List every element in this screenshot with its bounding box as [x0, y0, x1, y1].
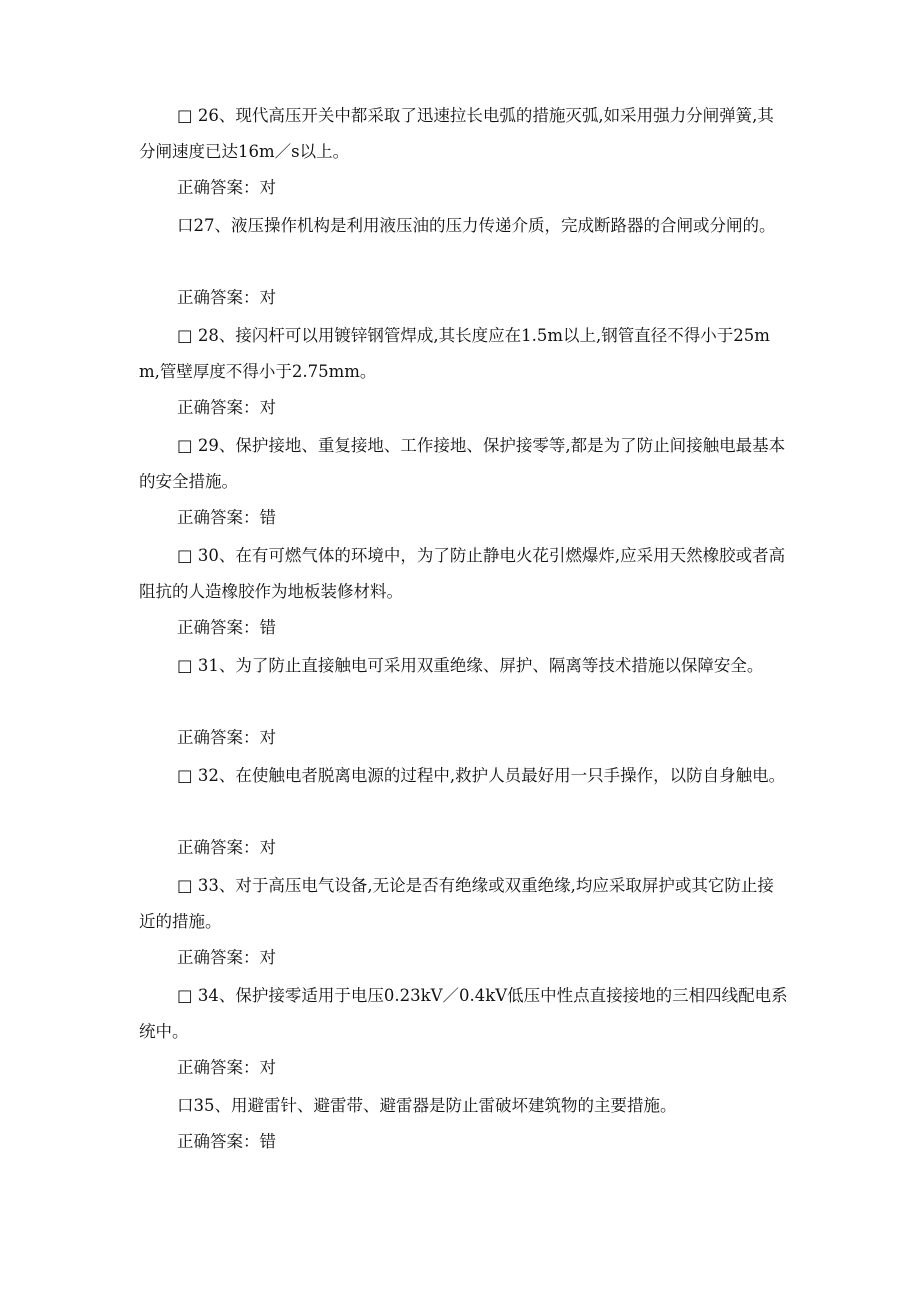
answer-35: 正确答案：错	[177, 1132, 276, 1151]
answer-26: 正确答案：对	[177, 178, 276, 197]
answer-29: 正确答案：错	[177, 508, 276, 527]
question-26: □ 26、现代高压开关中都采取了迅速拉长电弧的措施灭弧,如采用强力分闸弹簧,其分闸速度已达16m／s以上。	[139, 106, 774, 161]
question-34: □ 34、保护接零适用于电压0.23kV／0.4kV低压中性点直接接地的三相四线配电系统中。	[139, 986, 788, 1041]
answer-32: 正确答案：对	[177, 838, 276, 857]
answer-30: 正确答案：错	[177, 618, 276, 637]
question-29: □ 29、保护接地、重复接地、工作接地、保护接零等,都是为了防止间接触电最基本的安全措施。	[139, 436, 786, 491]
question-30: □ 30、在有可燃气体的环境中，为了防止静电火花引燃爆炸,应采用天然橡胶或者高阻抗的人造橡胶作为地板装修材料。	[139, 546, 786, 601]
answer-34: 正确答案：对	[177, 1058, 276, 1077]
answer-33: 正确答案：对	[177, 948, 276, 967]
answer-27: 正确答案：对	[177, 288, 276, 307]
question-31: □ 31、为了防止直接触电可采用双重绝缘、屏护、隔离等技术措施以保障安全。	[177, 656, 764, 675]
question-33: □ 33、对于高压电气设备,无论是否有绝缘或双重绝缘,均应采取屏护或其它防止接近的措施。	[139, 876, 774, 931]
question-28: □ 28、接闪杆可以用镀锌钢管焊成,其长度应在1.5m以上,钢管直径不得小于25mm,管壁厚度不得小于2.75mm。	[139, 326, 770, 381]
question-32: □ 32、在使触电者脱离电源的过程中,救护人员最好用一只手操作，以防自身触电。	[177, 766, 786, 785]
answer-31: 正确答案：对	[177, 728, 276, 747]
question-27: 口27、液压操作机构是利用液压油的压力传递介质，完成断路器的合闸或分闸的。	[177, 216, 776, 235]
answer-28: 正确答案：对	[177, 398, 276, 417]
question-35: 口35、用避雷针、避雷带、避雷器是防止雷破坏建筑物的主要措施。	[177, 1096, 677, 1115]
